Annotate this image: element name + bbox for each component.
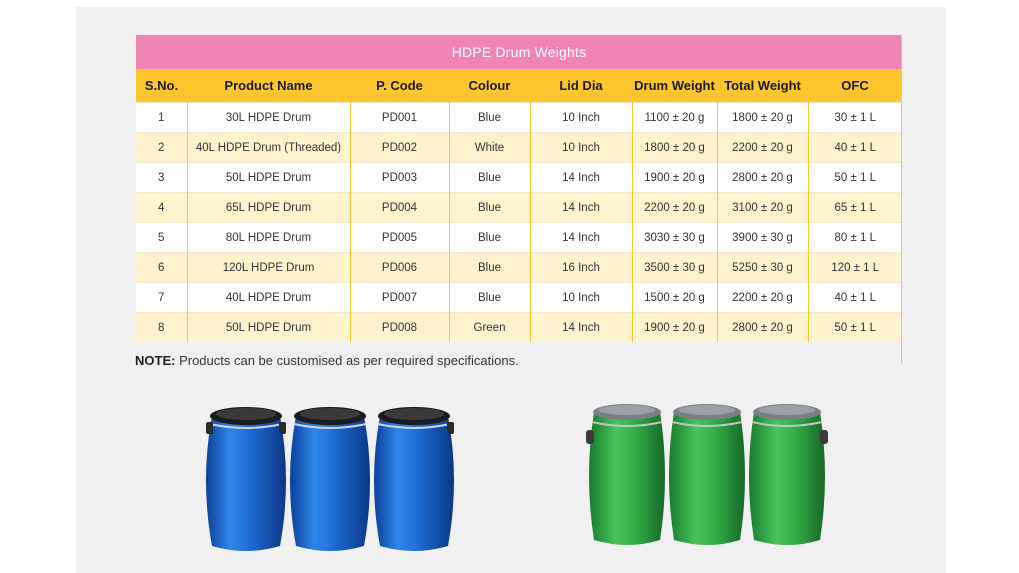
cell-lid-dia: 14 Inch bbox=[530, 163, 632, 193]
cell-p-code: PD007 bbox=[350, 283, 449, 313]
table-header-row bbox=[136, 69, 902, 103]
cell-colour: White bbox=[449, 133, 530, 163]
cell-colour: Blue bbox=[449, 253, 530, 283]
cell-drum-weight: 1800 ± 20 g bbox=[632, 133, 717, 163]
table-row bbox=[136, 283, 902, 313]
cell-p-code: PD003 bbox=[350, 163, 449, 193]
cell-sno: 4 bbox=[136, 193, 187, 223]
cell-p-code: PD001 bbox=[350, 103, 449, 133]
cell-drum-weight: 3030 ± 30 g bbox=[632, 223, 717, 253]
header-ofc: OFC bbox=[808, 69, 902, 103]
header-p-code: P. Code bbox=[350, 69, 449, 103]
table-row bbox=[136, 133, 902, 163]
cell-ofc: 65 ± 1 L bbox=[808, 193, 902, 223]
header-product-name: Product Name bbox=[187, 69, 350, 103]
cell-sno: 2 bbox=[136, 133, 187, 163]
cell-total-weight: 1800 ± 20 g bbox=[717, 103, 808, 133]
cell-product-name: 120L HDPE Drum bbox=[187, 253, 350, 283]
cell-lid-dia: 10 Inch bbox=[530, 103, 632, 133]
header-total-weight: Total Weight bbox=[717, 69, 808, 103]
table-row bbox=[136, 193, 902, 223]
green-drum bbox=[749, 404, 828, 545]
note bbox=[135, 353, 519, 368]
cell-total-weight: 2800 ± 20 g bbox=[717, 313, 808, 343]
cell-p-code: PD005 bbox=[350, 223, 449, 253]
cell-product-name: 50L HDPE Drum bbox=[187, 313, 350, 343]
cell-ofc: 120 ± 1 L bbox=[808, 253, 902, 283]
cell-product-name: 40L HDPE Drum (Threaded) bbox=[187, 133, 350, 163]
cell-sno: 6 bbox=[136, 253, 187, 283]
blue-drums-photo bbox=[198, 400, 470, 558]
cell-product-name: 30L HDPE Drum bbox=[187, 103, 350, 133]
cell-lid-dia: 10 Inch bbox=[530, 133, 632, 163]
cell-ofc: 40 ± 1 L bbox=[808, 133, 902, 163]
table-row bbox=[136, 253, 902, 283]
cell-ofc: 80 ± 1 L bbox=[808, 223, 902, 253]
cell-total-weight: 5250 ± 30 g bbox=[717, 253, 808, 283]
weights-table bbox=[136, 69, 902, 342]
cell-colour: Blue bbox=[449, 193, 530, 223]
cell-sno: 5 bbox=[136, 223, 187, 253]
cell-p-code: PD004 bbox=[350, 193, 449, 223]
blue-drum bbox=[290, 407, 370, 551]
cell-product-name: 80L HDPE Drum bbox=[187, 223, 350, 253]
cell-sno: 3 bbox=[136, 163, 187, 193]
cell-product-name: 40L HDPE Drum bbox=[187, 283, 350, 313]
table-row bbox=[136, 313, 902, 343]
cell-colour: Green bbox=[449, 313, 530, 343]
cell-ofc: 50 ± 1 L bbox=[808, 313, 902, 343]
cell-total-weight: 3100 ± 20 g bbox=[717, 193, 808, 223]
cell-lid-dia: 10 Inch bbox=[530, 283, 632, 313]
cell-colour: Blue bbox=[449, 283, 530, 313]
cell-sno: 1 bbox=[136, 103, 187, 133]
blue-drum bbox=[206, 407, 286, 551]
cell-drum-weight: 1500 ± 20 g bbox=[632, 283, 717, 313]
drum-weights-table bbox=[136, 35, 902, 342]
cell-p-code: PD006 bbox=[350, 253, 449, 283]
table-row bbox=[136, 103, 902, 133]
table-row bbox=[136, 163, 902, 193]
cell-lid-dia: 14 Inch bbox=[530, 193, 632, 223]
cell-total-weight: 2200 ± 20 g bbox=[717, 133, 808, 163]
cell-drum-weight: 1100 ± 20 g bbox=[632, 103, 717, 133]
table-right-border bbox=[901, 35, 902, 363]
blue-drum bbox=[374, 407, 454, 551]
cell-lid-dia: 14 Inch bbox=[530, 313, 632, 343]
cell-lid-dia: 14 Inch bbox=[530, 223, 632, 253]
cell-product-name: 65L HDPE Drum bbox=[187, 193, 350, 223]
cell-ofc: 40 ± 1 L bbox=[808, 283, 902, 313]
cell-p-code: PD002 bbox=[350, 133, 449, 163]
cell-colour: Blue bbox=[449, 103, 530, 133]
cell-ofc: 30 ± 1 L bbox=[808, 103, 902, 133]
header-lid-dia: Lid Dia bbox=[530, 69, 632, 103]
cell-p-code: PD008 bbox=[350, 313, 449, 343]
cell-product-name: 50L HDPE Drum bbox=[187, 163, 350, 193]
cell-sno: 8 bbox=[136, 313, 187, 343]
cell-colour: Blue bbox=[449, 163, 530, 193]
green-drum bbox=[669, 404, 745, 545]
header-colour: Colour bbox=[449, 69, 530, 103]
cell-lid-dia: 16 Inch bbox=[530, 253, 632, 283]
cell-total-weight: 2800 ± 20 g bbox=[717, 163, 808, 193]
note-label: NOTE: bbox=[135, 353, 176, 368]
cell-drum-weight: 1900 ± 20 g bbox=[632, 163, 717, 193]
cell-colour: Blue bbox=[449, 223, 530, 253]
header-sno: S.No. bbox=[136, 69, 187, 103]
note-text: Products can be customised as per required specifications. bbox=[175, 353, 519, 368]
cell-total-weight: 2200 ± 20 g bbox=[717, 283, 808, 313]
table-row bbox=[136, 223, 902, 253]
cell-sno: 7 bbox=[136, 283, 187, 313]
cell-drum-weight: 3500 ± 30 g bbox=[632, 253, 717, 283]
table-title: HDPE Drum Weights bbox=[136, 35, 902, 69]
cell-drum-weight: 2200 ± 20 g bbox=[632, 193, 717, 223]
cell-drum-weight: 1900 ± 20 g bbox=[632, 313, 717, 343]
cell-ofc: 50 ± 1 L bbox=[808, 163, 902, 193]
cell-total-weight: 3900 ± 30 g bbox=[717, 223, 808, 253]
green-drum bbox=[586, 404, 665, 545]
green-drums-photo bbox=[580, 400, 838, 552]
header-drum-weight: Drum Weight bbox=[632, 69, 717, 103]
